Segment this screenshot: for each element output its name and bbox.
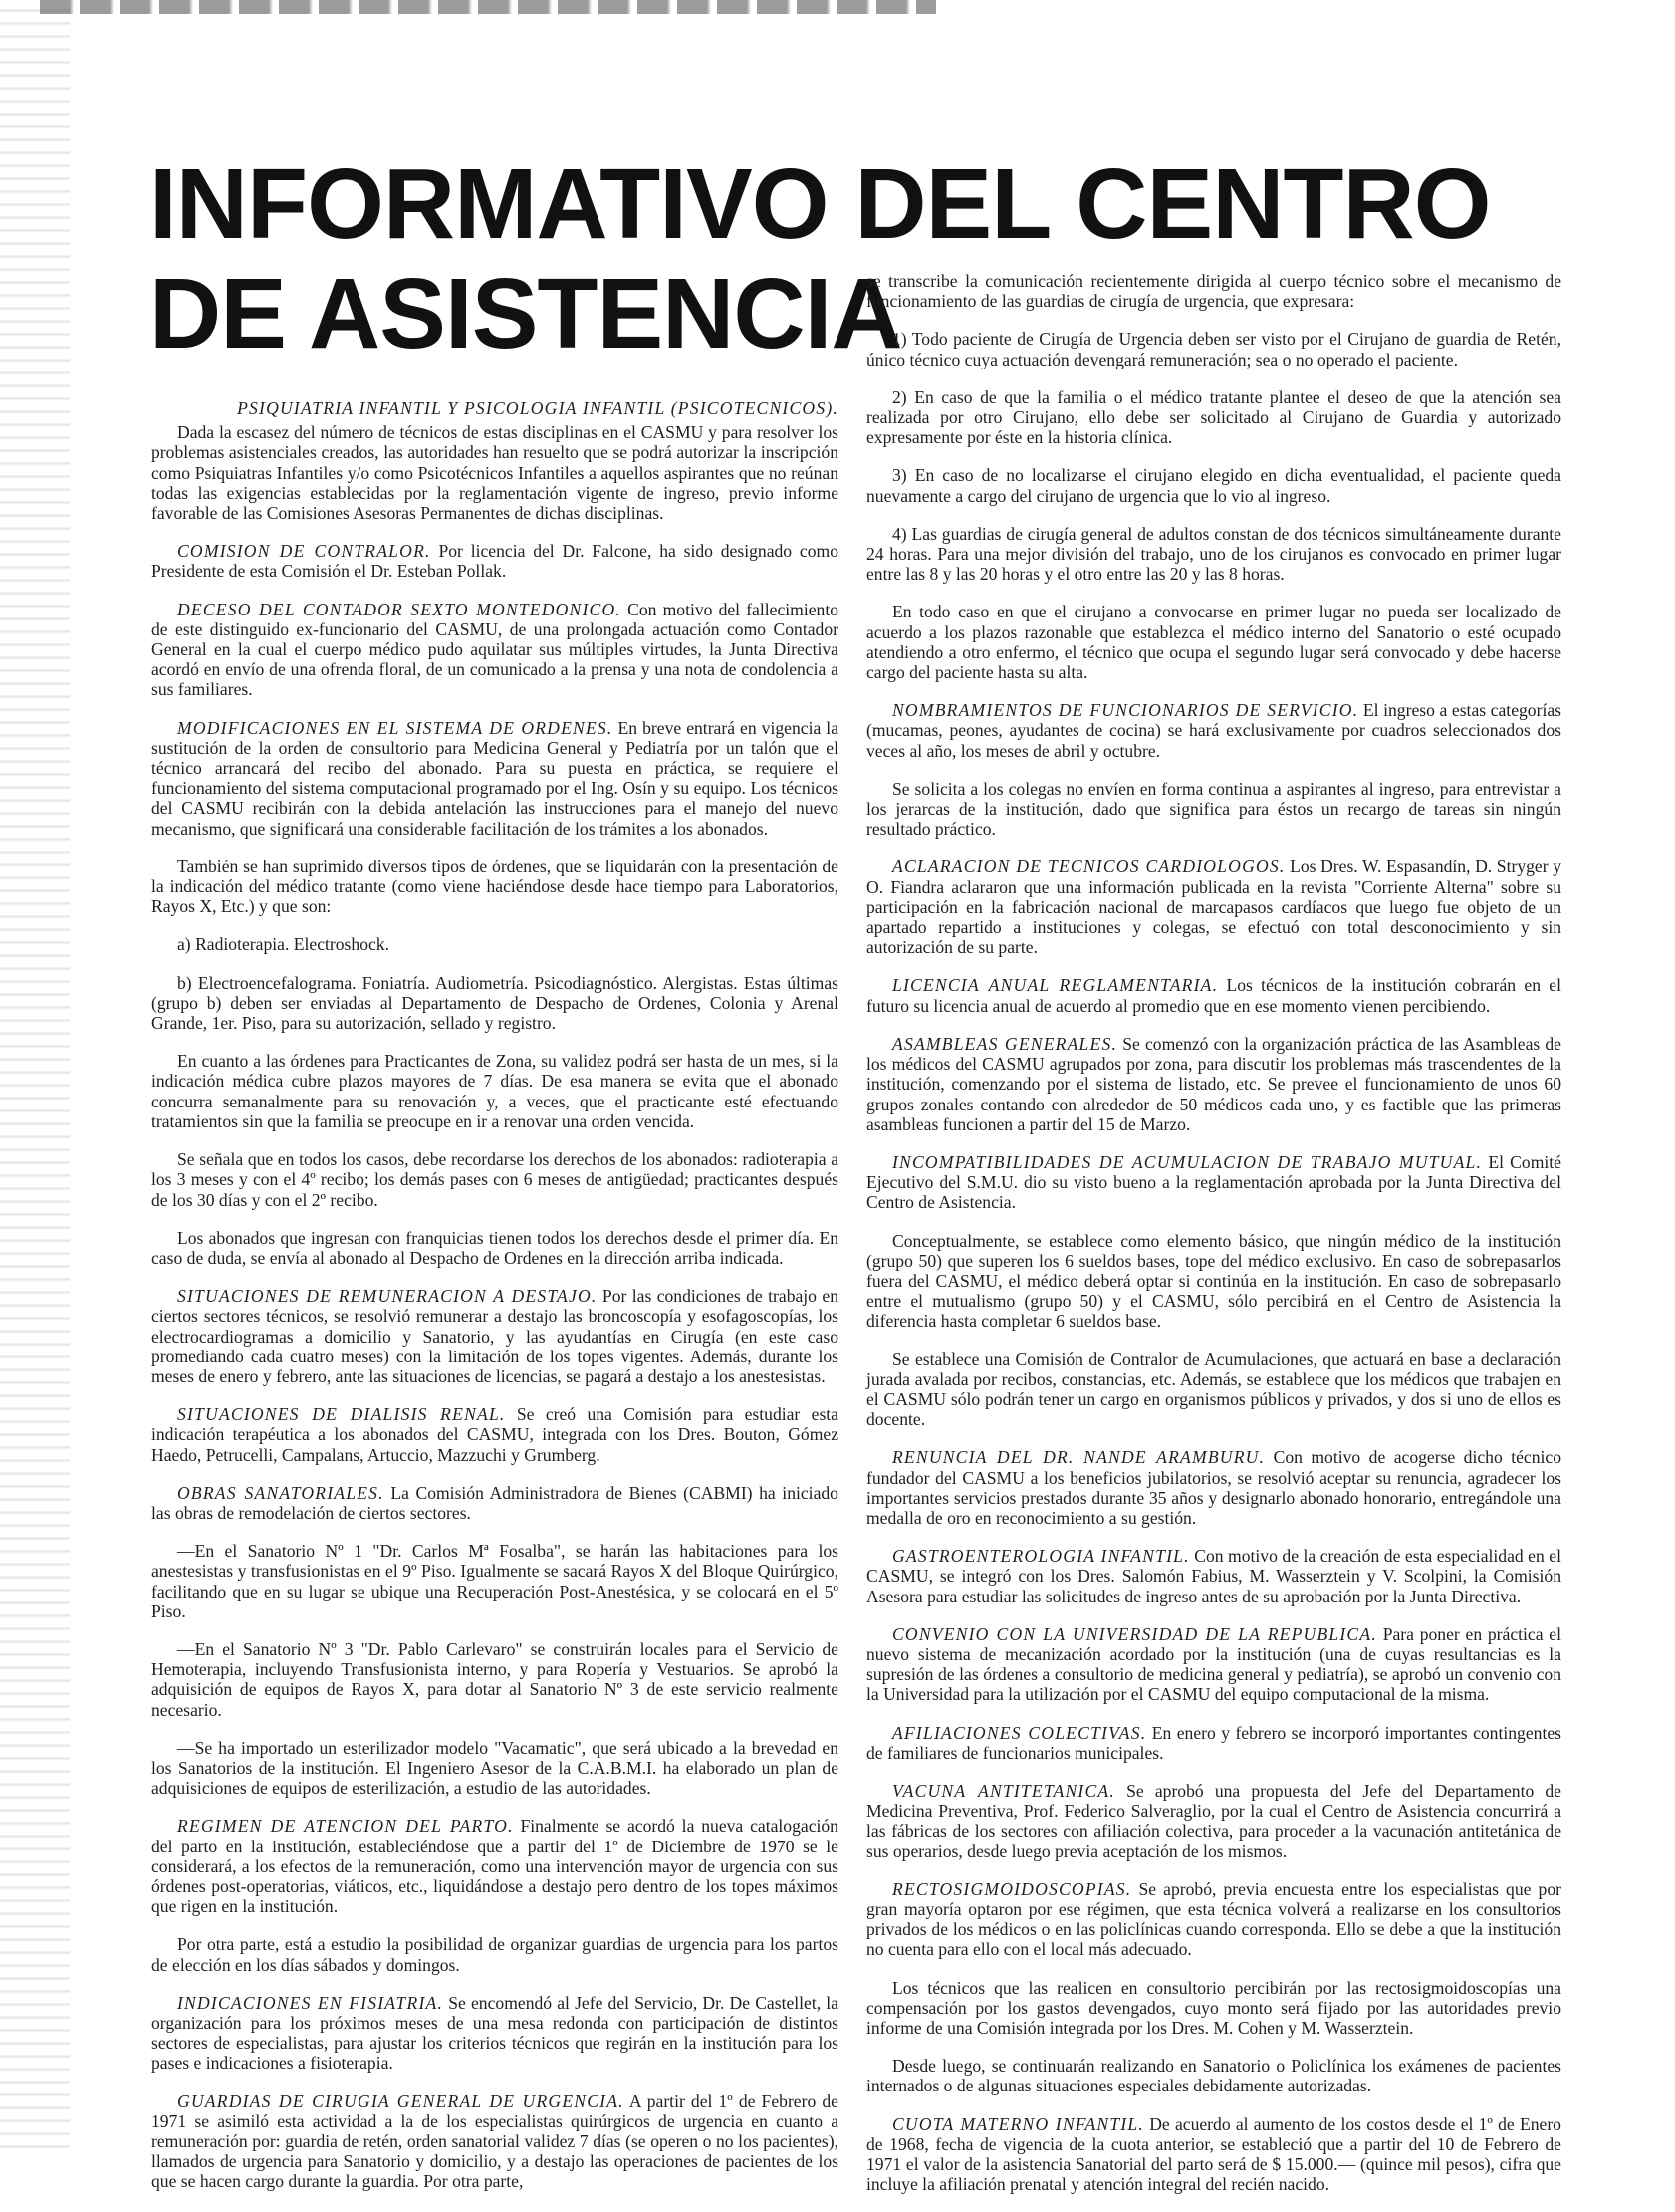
paragraph-text: Desde luego, se continuarán realizando en Sanatorio o Policlínica los exámenes de pacientes internados o de algunas situaciones especiales debidamente autorizadas.	[866, 2056, 1561, 2096]
paragraph-text: Con motivo del fallecimiento de este distinguido ex-funcionario del CASMU, de una prolongada actuación como Contador General en la cual el cuerpo médico pudo aquilatar sus múltiples virtudes, la Junta Directiva acordó en envío de una ofrenda floral, de un comunicado a la prensa y una nota de condolencia a sus familiares.	[151, 599, 839, 700]
article-paragraph	[866, 1447, 1561, 1528]
paragraph-text: Con motivo de acogerse dicho técnico fundador del CASMU a los beneficios jubilatorios, se resolvió aceptar su renuncia, agradecer los importantes servicios prestados durante 35 años y designarlo abonado honorario, entregándole una medalla de oro en reconocimiento a su gestión.	[866, 1447, 1561, 1528]
article-paragraph	[866, 2114, 1561, 2195]
paragraph-text: a) Radioterapia. Electroshock.	[177, 934, 389, 955]
article-paragraph	[866, 271, 1561, 311]
paragraph-text: se transcribe la comunicación recientemente dirigida al cuerpo técnico sobre el mecanismo de funcionamiento de las guardias de cirugía de urgencia, que expresara:	[866, 271, 1561, 312]
section-heading: NOMBRAMIENTOS DE FUNCIONARIOS DE SERVICIO.	[892, 700, 1359, 721]
article-paragraph	[866, 1152, 1561, 1213]
section-heading: INDICACIONES EN FISIATRIA.	[177, 1992, 444, 2013]
article-paragraph	[151, 1738, 838, 1799]
article-paragraph	[151, 1149, 838, 1210]
section-heading: COMISION DE CONTRALOR.	[177, 541, 431, 562]
section-heading: AFILIACIONES COLECTIVAS.	[892, 1722, 1147, 1743]
section-heading: MODIFICACIONES EN EL SISTEMA DE ORDENES.	[177, 717, 613, 738]
paragraph-text: La Comisión Administradora de Bienes (CABMI) ha iniciado las obras de remodelación de ciertos sectores.	[151, 1482, 838, 1523]
scan-edge-left	[0, 0, 70, 2151]
article-paragraph	[151, 1993, 838, 2074]
paragraph-text: Los técnicos de la institución cobrarán en el futuro su licencia anual de acuerdo al promedio que en ese momento vienen percibiendo.	[866, 975, 1561, 1016]
paragraph-text: Los abonados que ingresan con franquicias tienen todos los derechos desde el primer día. En caso de duda, se envía al abonado al Despacho de Ordenes en la dirección arriba indicada.	[151, 1227, 838, 1268]
section-heading: GASTROENTEROLOGIA INFANTIL.	[892, 1546, 1190, 1567]
article-paragraph	[151, 1286, 838, 1386]
paragraph-text: En todo caso en que el cirujano a convocarse en primer lugar no pueda ser localizado de acuerdo a los plazos razonable que establezca el médico interno del Sanatorio o esté ocupado atendiendo a otro enfermo, el técnico que ocupa el segundo lugar será convocado y debe hacerse cargo del paciente hasta su alta.	[866, 602, 1561, 683]
article-paragraph	[866, 857, 1561, 957]
article-paragraph	[151, 1404, 838, 1465]
paragraph-text: Se creó una Comisión para estudiar esta indicación terapéutica a los abonados del CASMU, integrada con los Dres. Bouton, Gómez Haedo, Petrucelli, Campalans, Artuccio, Mazzuchi y Grumberg.	[151, 1404, 838, 1465]
paragraph-text: Los técnicos que las realicen en consultorio percibirán por las rectosigmoidoscopías una compensación por los gastos devengados, cuyo monto será fijado por las autoridades previo informe de una Comisión integrada por los Dres. M. Cohen y M. Wasserztein.	[866, 1977, 1561, 2039]
article-paragraph	[866, 1034, 1561, 1134]
section-heading: PSIQUIATRIA INFANTIL Y PSICOLOGIA INFANTIL (PSICOTECNICOS).	[237, 398, 838, 418]
article-paragraph	[866, 1350, 1561, 1430]
article-paragraph	[866, 2056, 1561, 2095]
article-paragraph	[151, 934, 838, 954]
paragraph-text: Con motivo de la creación de esta especialidad en el CASMU, se integró con los Dres. Salomón Fabius, M. Wasserztein y V. Scolpini, la Comisión Asesora para estudiar las solicitudes de ingreso antes de su aprobación por la Junta Directiva.	[866, 1546, 1561, 1606]
article-paragraph	[151, 973, 838, 1034]
article-paragraph	[866, 1546, 1561, 1606]
article-paragraph	[151, 1228, 838, 1268]
paragraph-text: Por otra parte, está a estudio la posibilidad de organizar guardias de urgencia para los partos de elección en los días sábados y domingos.	[151, 1934, 838, 1975]
section-heading: REGIMEN DE ATENCION DEL PARTO.	[177, 1816, 514, 1837]
paragraph-text: 3) En caso de no localizarse el cirujano elegido en dicha eventualidad, el paciente queda nuevamente a cargo del cirujano de urgencia que lo vio al ingreso.	[866, 465, 1561, 506]
paragraph-text: Se encomendó al Jefe del Servicio, Dr. De Castellet, la organización para los próximos meses de una mesa redonda con participación de distintos sectores de especialistas, para ajustar los criterios técnicos que regirán en la institución para los pases e indicaciones a fisioterapia.	[151, 1992, 838, 2074]
paragraph-text: Se solicita a los colegas no envíen en forma continua a aspirantes al ingreso, para entrevistar a los jerarcas de la institución, dado que significa para éstos un recargo de tareas sin ningún resultado práctico.	[866, 778, 1561, 840]
paragraph-text: Por las condiciones de trabajo en ciertos sectores técnicos, se resolvió remunerar a destajo las broncoscopía y esofagoscopías, los electrocardiogramas a domicilio y Sanatorio, y las ayudantías en Cirugía (en este caso promediando cada cuatro meses) con la limitación de los topes vigentes. Además, durante los meses de enero y febrero, ante las situaciones de licencias, se pagará a destajo a los anestesistas.	[151, 1286, 838, 1386]
page-title-line-2: DE ASISTENCIA	[149, 258, 902, 369]
article-paragraph	[866, 387, 1561, 448]
section-heading: ACLARACION DE TECNICOS CARDIOLOGOS.	[892, 857, 1286, 877]
article-paragraph	[866, 779, 1561, 840]
section-heading: VACUNA ANTITETANICA.	[892, 1780, 1115, 1801]
section-heading: DECESO DEL CONTADOR SEXTO MONTEDONICO.	[177, 599, 621, 619]
paragraph-text: El Comité Ejecutivo del S.M.U. dio su visto bueno a la reglamentación aprobada por la Junta Directiva del Centro de Asistencia.	[866, 1151, 1561, 1213]
paragraph-text: Dada la escasez del número de técnicos de estas disciplinas en el CASMU y para resolver los problemas asistenciales creados, las autoridades han resuelto que se podrá autorizar la inscripción como Psiquiatras Infantiles y/o como Psicotécnicos Infantiles a aquellos aspirantes que no reúnan todas las exigencias establecidas por la reglamentación vigente de ingreso, previo informe favorable de las Comisiones Asesoras Permanentes de dichas disciplinas.	[151, 422, 838, 524]
paragraph-text: b) Electroencefalograma. Foniatría. Audiometría. Psicodiagnóstico. Alergistas. Estas últimas (grupo b) deben ser enviadas al Departamento de Despacho de Ordenes, Colonia y Arenal Grande, 1er. Piso, para su autorización, sellado y registro.	[151, 972, 838, 1034]
article-paragraph	[866, 700, 1561, 761]
article-paragraph	[866, 329, 1561, 369]
section-heading: RECTOSIGMOIDOSCOPIAS.	[892, 1878, 1132, 1899]
article-paragraph	[866, 465, 1561, 505]
article-paragraph	[151, 1639, 838, 1720]
paragraph-text: De acuerdo al aumento de los costos desde el 1º de Enero de 1968, fecha de vigencia de la cuota anterior, se estableció que a partir del 10 de Febrero de 1971 el valor de la asistencia Sanatorial del parto será de $ 15.000.— (quince mil pesos), cifra que incluye la afiliación prenatal y atención integral del recién nacido.	[866, 2113, 1561, 2195]
article-paragraph	[151, 541, 838, 581]
article-paragraph	[866, 1781, 1561, 1861]
section-heading: LICENCIA ANUAL REGLAMENTARIA.	[892, 975, 1219, 996]
article-paragraph	[866, 602, 1561, 682]
section-heading: CONVENIO CON LA UNIVERSIDAD DE LA REPUBLICA.	[892, 1623, 1377, 1644]
paragraph-text: Se establece una Comisión de Contralor de Acumulaciones, que actuará en base a declaración jurada avalada por recibos, constancias, etc. Además, se establece que los médicos que trabajen en el CASMU sólo podrán tener un cargo en organismos públicos y privados, y dos si uno de ellos es docente.	[866, 1349, 1561, 1430]
paragraph-text: —En el Sanatorio Nº 3 "Dr. Pablo Carlevaro" se construirán locales para el Servicio de Hemoterapia, incluyendo Transfusionista interno, y para Ropería y Vestuarios. Se aprobó la adquisición de equipos de Rayos X, para dotar al Sanatorio Nº 3 de este servicio realmente necesario.	[151, 1638, 838, 1720]
scan-edge-top	[40, 0, 936, 14]
paragraph-text: También se han suprimido diversos tipos de órdenes, que se liquidarán con la presentación de la indicación del médico tratante (como viene haciéndose desde hace tiempo para Laboratorios, Rayos X, Etc.) y que son:	[151, 856, 838, 917]
section-heading: CUOTA MATERNO INFANTIL.	[892, 2113, 1144, 2134]
paragraph-text: Se comenzó con la organización práctica de las Asambleas de los médicos del CASMU agrupados por zona, para discutir los problemas más trascendentes de la institución, comenzando por el sistema de listado, etc. Se prevee el funcionamiento de unos 60 grupos zonales contando con alrededor de 50 médicos cada uno, y es factible que las primeras asambleas funcionen a partir del 15 de Marzo.	[866, 1033, 1561, 1134]
section-heading: SITUACIONES DE REMUNERACION A DESTAJO.	[177, 1286, 598, 1307]
article-paragraph	[866, 1624, 1561, 1705]
paragraph-text: Para poner en práctica el nuevo sistema de mecanización acordado por la institución (una de cuyas resultancias es la supresión de las órdenes a consultorio de medicina general y pediatría), se aprobó un convenio con la Universidad para la utilización por el CASMU del equipo computacional de la misma.	[866, 1623, 1561, 1705]
section-heading: GUARDIAS DE CIRUGIA GENERAL DE URGENCIA.	[177, 2090, 624, 2111]
article-paragraph	[151, 422, 838, 523]
paragraph-text: Se señala que en todos los casos, debe recordarse los derechos de los abonados: radioterapia a los 3 meses y con el 4º recibo; los demás pases con 6 meses de antigüedad; practicantes después de los 30 días y con el 2º recibo.	[151, 1149, 838, 1210]
paragraph-text: 4) Las guardias de cirugía general de adultos constan de dos técnicos simultáneamente durante 24 horas. Para una mejor división del trabajo, uno de los cirujanos es convocado en primer lugar entre las 8 y las 20 horas y el otro entre las 20 y las 8 horas.	[866, 523, 1561, 585]
paragraph-text: Se aprobó, previa encuesta entre los especialistas que por gran mayoría optaron por ese régimen, que esta técnica volverá a realizarse en los consultorios privados de los médicos o en las policlínicas cuando corresponda. Ello se debe a que la institución no cuenta para ello con el local más adecuado.	[866, 1878, 1561, 1960]
article-paragraph	[151, 1483, 838, 1523]
article-paragraph	[866, 524, 1561, 585]
article-paragraph	[151, 1934, 838, 1974]
paragraph-text: En breve entrará en vigencia la sustitución de la orden de consultorio para Medicina General y Pediatría por un talón que el técnico arrancará del recibo del abonado. Para su puesta en práctica, se requiere el funcionamiento del sistema computacional programado por el Ing. Osín y su equipo. Los técnicos del CASMU recibirán con la debida antelación las instrucciones para el manejo del nuevo mecanismo, que significará una considerable facilitación de los trámites a los abonados.	[151, 717, 838, 839]
article-paragraph	[151, 1816, 838, 1916]
article-paragraph	[866, 1231, 1561, 1332]
page-title-line-1: INFORMATIVO DEL CENTRO	[149, 148, 1491, 260]
paragraph-text: Finalmente se acordó la nueva catalogación del parto en la institución, estableciéndose que a partir del 1º de Diciembre de 1970 se le considerará, a los efectos de la remuneración, como una intervención mayor de urgencia con sus órdenes post-operatorias, viáticos, etc., liquidándose a destajo pero dentro de los topes máximos que rigen en la institución.	[151, 1816, 838, 1917]
paragraph-text: Los Dres. W. Espasandín, D. Stryger y O. Fiandra aclararon que una información publicada en la revista "Corriente Alterna" sobre su participación en la fabricación nacional de marcapasos cardíacos que luego fue objeto de un apartado repartido a instituciones y colegas, se efectuó con total desconocimiento y sin autorización de su parte.	[866, 857, 1561, 958]
paragraph-text: 1) Todo paciente de Cirugía de Urgencia deben ser visto por el Cirujano de guardia de Retén, único técnico cuya actuación devengará remuneración; sea o no operado el paciente.	[866, 329, 1561, 369]
article-paragraph	[866, 1879, 1561, 1960]
paragraph-text: Conceptualmente, se establece como elemento básico, que ningún médico de la institución (grupo 50) que superen los 6 sueldos bases, tope del médico exclusivo. En caso de sobrepasarlos fuera del CASMU, el médico deberá optar si continúa en la institución. En caso de sobrepasarlo entre el mutualismo (grupo 50) y el CASMU, sólo percibirá en el Centro de Asistencia la diferencia hasta completar 6 sueldos base.	[866, 1230, 1561, 1332]
paragraph-text: A partir del 1º de Febrero de 1971 se asimiló esta actividad a la de los especialistas quirúrgicos de urgencia en cuanto a remuneración por: guardia de retén, orden sanatorial validez 7 días (se operen o no los pacientes), llamados de urgencia para Sanatorio y domicilio, y a destajo las operaciones de pacientes de los que se hacen cargo durante la guardia. Por otra parte,	[151, 2090, 838, 2192]
right-column	[866, 271, 1561, 2212]
left-column	[151, 398, 838, 2210]
article-paragraph	[151, 1541, 838, 1621]
article-paragraph	[151, 1051, 838, 1131]
section-heading: INCOMPATIBILIDADES DE ACUMULACION DE TRABAJO MUTUAL.	[892, 1151, 1483, 1172]
paragraph-text: —Se ha importado un esterilizador modelo "Vacamatic", que será ubicado a la brevedad en los Sanatorios de la institución. El Ingeniero Asesor de la C.A.B.M.I. ha elaborado un plan de adquisiciones de equipos de esterilización, a estudio de las autoridades.	[151, 1737, 838, 1799]
section-heading: RENUNCIA DEL DR. NANDE ARAMBURU.	[892, 1447, 1266, 1468]
section-heading: OBRAS SANATORIALES.	[177, 1482, 384, 1503]
paragraph-text: El ingreso a estas categorías (mucamas, peones, ayudantes de cocina) se hará exclusivamente por cuadros seleccionados dos veces al año, los meses de abril y octubre.	[866, 700, 1561, 761]
paragraph-text: Por licencia del Dr. Falcone, ha sido designado como Presidente de esta Comisión el Dr. Esteban Pollak.	[151, 541, 838, 582]
paragraph-text: 2) En caso de que la familia o el médico tratante plantee el deseo de que la atención sea realizada por otro Cirujano, ello debe ser solicitado al Cirujano de Guardia y autorizado expresamente por éste en la historia clínica.	[866, 386, 1561, 448]
section-heading: ASAMBLEAS GENERALES.	[892, 1033, 1118, 1054]
article-paragraph	[151, 857, 838, 917]
article-paragraph	[151, 2091, 838, 2192]
article-paragraph	[866, 975, 1561, 1015]
paragraph-text: Se aprobó una propuesta del Jefe del Departamento de Medicina Preventiva, Prof. Federico Salveraglio, por la cual el Centro de Asistencia concurrirá a las fábricas de los sectores con afiliación colectiva, para proceder a la vacunación antitetánica de sus operarios, desde luego previa aceptación de los mismos.	[866, 1780, 1561, 1861]
article-paragraph	[151, 600, 838, 700]
article-paragraph	[866, 1978, 1561, 2039]
paragraph-text: En enero y febrero se incorporó importantes contingentes de familiares de funcionarios municipales.	[866, 1722, 1561, 1763]
paragraph-text: En cuanto a las órdenes para Practicantes de Zona, su validez podrá ser hasta de un mes, si la indicación médica cubre plazos mayores de 7 días. De esa manera se evita que el abonado concurra semanalmente para su renovación y, a veces, que el practicante esté efectuando tratamientos sin que la familia se preocupe en ir a renovar una orden vencida.	[151, 1051, 838, 1131]
article-paragraph	[866, 1723, 1561, 1763]
section-heading: SITUACIONES DE DIALISIS RENAL.	[177, 1404, 506, 1425]
article-paragraph	[151, 718, 838, 839]
paragraph-text: —En el Sanatorio Nº 1 "Dr. Carlos Mª Fosalba", se harán las habitaciones para los anestesistas y transfusionistas en el 9º Piso. Igualmente se sacará Rayos X del Bloque Quirúrgico, facilitando que en su lugar se ubique una Recuperación Post-Anestésica, y se colocará en el 5º Piso.	[151, 1541, 838, 1621]
